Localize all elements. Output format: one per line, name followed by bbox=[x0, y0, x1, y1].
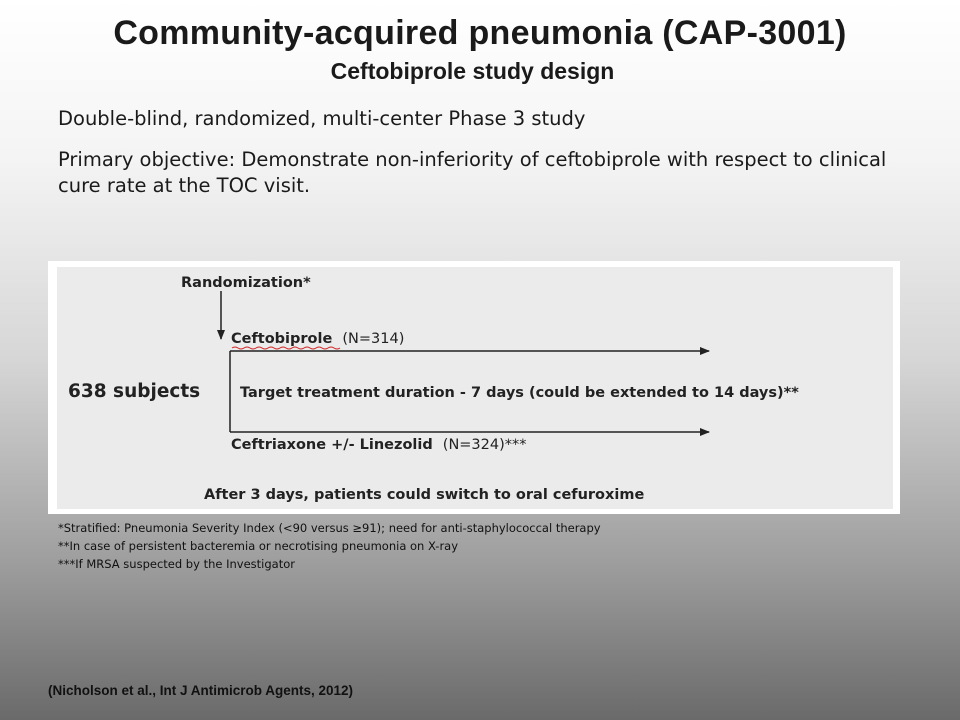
diagram-panel bbox=[57, 267, 893, 509]
bullet-primary-objective: Primary objective: Demonstrate non-inferiority of ceftobiprole with respect to clinical cure rate at the TOC visit. bbox=[58, 148, 887, 197]
arm1-n: (N=314) bbox=[342, 331, 405, 347]
bullet-study-type: Double-blind, randomized, multi-center Phase 3 study bbox=[58, 107, 586, 130]
arm1-drug: Ceftobiprole bbox=[231, 331, 333, 347]
spellcheck-underline bbox=[232, 347, 340, 349]
arm2-drug: Ceftriaxone +/- Linezolid bbox=[231, 437, 433, 453]
footnote-stratified: *Stratified: Pneumonia Severity Index (<90 versus ≥91); need for anti-staphylococcal therapy bbox=[58, 521, 601, 535]
subjects-label: 638 subjects bbox=[68, 381, 201, 402]
arm1-label bbox=[231, 331, 404, 347]
arm2-label bbox=[231, 437, 527, 453]
randomization-label: Randomization* bbox=[181, 275, 311, 291]
oral-switch-note: After 3 days, patients could switch to oral cefuroxime bbox=[204, 487, 645, 503]
study-design-diagram bbox=[48, 261, 900, 514]
footnote-bacteremia: **In case of persistent bacteremia or necrotising pneumonia on X-ray bbox=[58, 539, 459, 553]
slide-subtitle: Ceftobiprole study design bbox=[330, 58, 615, 84]
citation: (Nicholson et al., Int J Antimicrob Agents, 2012) bbox=[48, 683, 354, 698]
diagram-svg bbox=[57, 267, 893, 509]
slide-title: Community-acquired pneumonia (CAP-3001) bbox=[113, 14, 847, 52]
arm2-n: (N=324)*** bbox=[442, 437, 527, 453]
footnote-mrsa: ***If MRSA suspected by the Investigator bbox=[58, 557, 295, 571]
treatment-duration-label: Target treatment duration - 7 days (could be extended to 14 days)** bbox=[240, 385, 799, 401]
